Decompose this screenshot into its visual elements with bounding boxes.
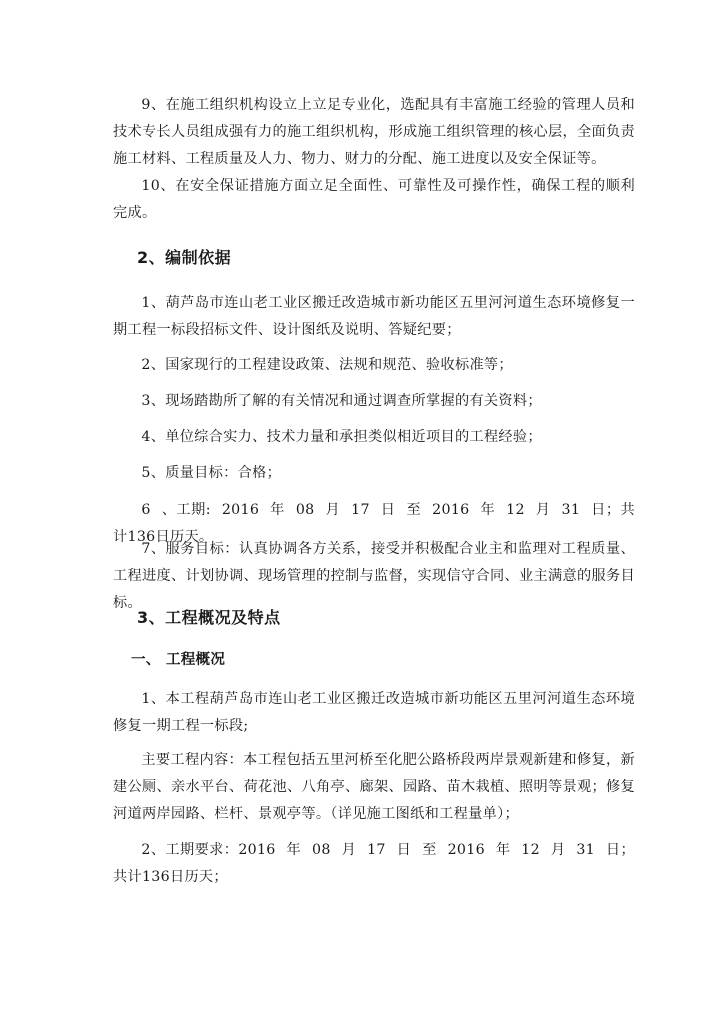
basis-item-1: 1、葫芦岛市连山老工业区搬迁改造城市新功能区五里河河道生态环境修复一期工程一标段招标文件、设计图纸及说明、答疑纪要； <box>113 295 635 338</box>
paragraph-item-9: 9、在施工组织机构设立上立足专业化，选配具有丰富施工经验的管理人员和技术专长人员组成强有力的施工组织机构，形成施工组织管理的核心层，全面负责施工材料、工程质量及人力、物力、财力的分配、施工进度以及安全保证等。 <box>113 97 635 167</box>
overview-main-content: 主要工程内容：本工程包括五里河桥至化肥公路桥段两岸景观新建和修复，新建公厕、亲水平台、荷花池、八角亭、廊架、园路、苗木栽植、照明等景观；修复河道两岸园路、栏杆、景观亭等。（详见施工图纸和工程量单）； <box>113 752 635 822</box>
overview-item-1: 1、本工程葫芦岛市连山老工业区搬迁改造城市新功能区五里河河道生态环境修复一期工程一标段; <box>113 691 635 734</box>
basis-item-2: 2、国家现行的工程建设政策、法规和规范、验收标准等； <box>141 357 513 373</box>
basis-item-7: 7、服务目标：认真协调各方关系，接受并积极配合业主和监理对工程质量、工程进度、计划协调、现场管理的控制与监督，实现信守合同、业主满意的服务目标。 <box>113 541 635 611</box>
paragraph-item-10: 10、在安全保证措施方面立足全面性、可靠性及可操作性，确保工程的顺利完成。 <box>113 178 635 221</box>
basis-item-3: 3、现场踏勘所了解的有关情况和通过调查所掌握的有关资料； <box>141 393 542 409</box>
section-heading-basis: 2、编制依据 <box>137 248 232 267</box>
section-heading-overview: 3、工程概况及特点 <box>137 608 281 627</box>
overview-item-2: 2、工期要求：2016 年 08 月 17 日 至 2016 年 12 月 31 日；共计136日历天； <box>113 842 635 885</box>
subsection-heading-overview: 一、 工程概况 <box>131 652 226 668</box>
basis-item-5: 5、质量目标：合格； <box>141 465 282 481</box>
basis-item-6: 6 、工期: 2016 年 08 月 17 日 至 2016 年 12 月 31 日；共计136日历天。 <box>113 502 635 545</box>
basis-item-4: 4、单位综合实力、技术力量和承担类似相近项目的工程经验； <box>141 429 542 445</box>
